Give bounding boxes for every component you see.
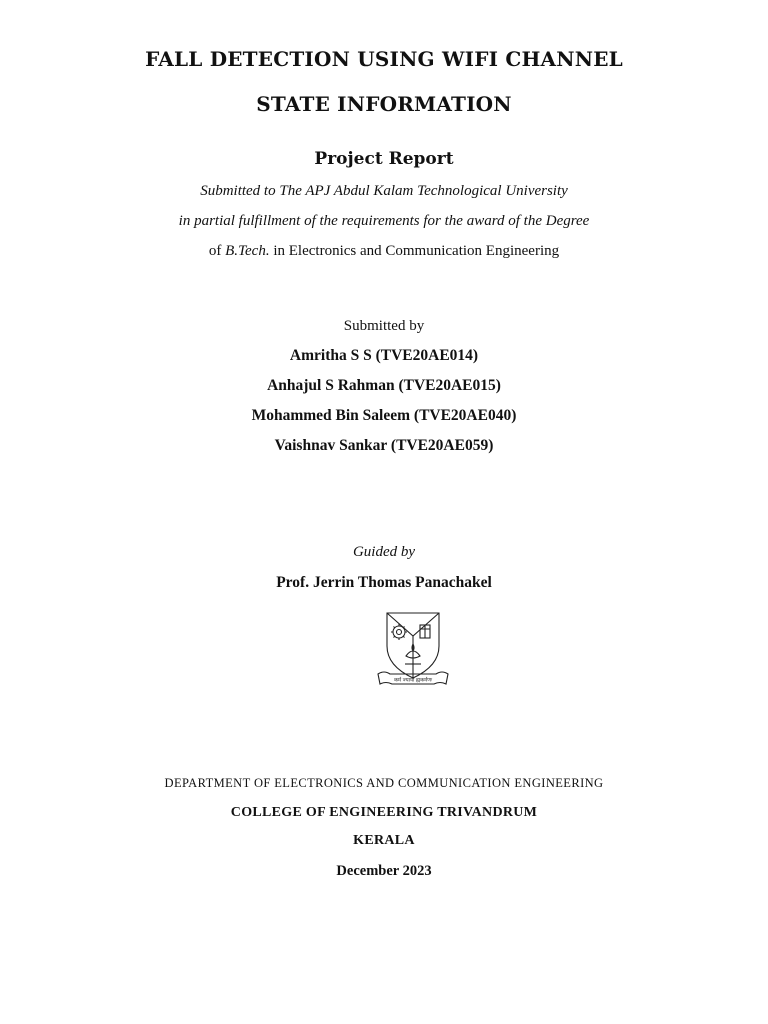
student-name: Mohammed Bin Saleem (TVE20AE040) [251, 407, 517, 424]
emblem-motto: कर्म ज्यायो ह्यकर्मणः [393, 677, 433, 684]
report-title-line-1: FALL DETECTION USING WIFI CHANNEL [145, 47, 623, 71]
report-title-line-2: STATE INFORMATION [256, 92, 512, 116]
submitted-by-label: Submitted by [343, 318, 425, 334]
college-emblem-icon [372, 608, 454, 690]
student-name: Vaishnav Sankar (TVE20AE059) [274, 437, 494, 454]
college-name: COLLEGE OF ENGINEERING TRIVANDRUM [230, 805, 538, 820]
submission-line-3-prefix: of [208, 243, 226, 259]
guided-by-label: Guided by [352, 544, 416, 560]
report-type: Project Report [314, 149, 454, 169]
department-name: DEPARTMENT OF ELECTRONICS AND COMMUNICATION ENGINEERING [164, 776, 604, 790]
degree-name: B.Tech. [225, 243, 270, 259]
submission-line-3 [0, 244, 768, 259]
submission-line-3-suffix: in Electronics and Communication Engineering [269, 243, 560, 259]
student-name: Anhajul S Rahman (TVE20AE015) [267, 377, 501, 394]
submission-line-1: Submitted to The APJ Abdul Kalam Technological University [200, 183, 568, 199]
guide-name: Prof. Jerrin Thomas Panachakel [276, 574, 492, 591]
submission-date: December 2023 [336, 863, 432, 879]
student-name: Amritha S S (TVE20AE014) [289, 347, 479, 364]
submission-line-2: in partial fulfillment of the requirements for the award of the Degree [178, 213, 590, 229]
state-name: KERALA [353, 833, 415, 848]
